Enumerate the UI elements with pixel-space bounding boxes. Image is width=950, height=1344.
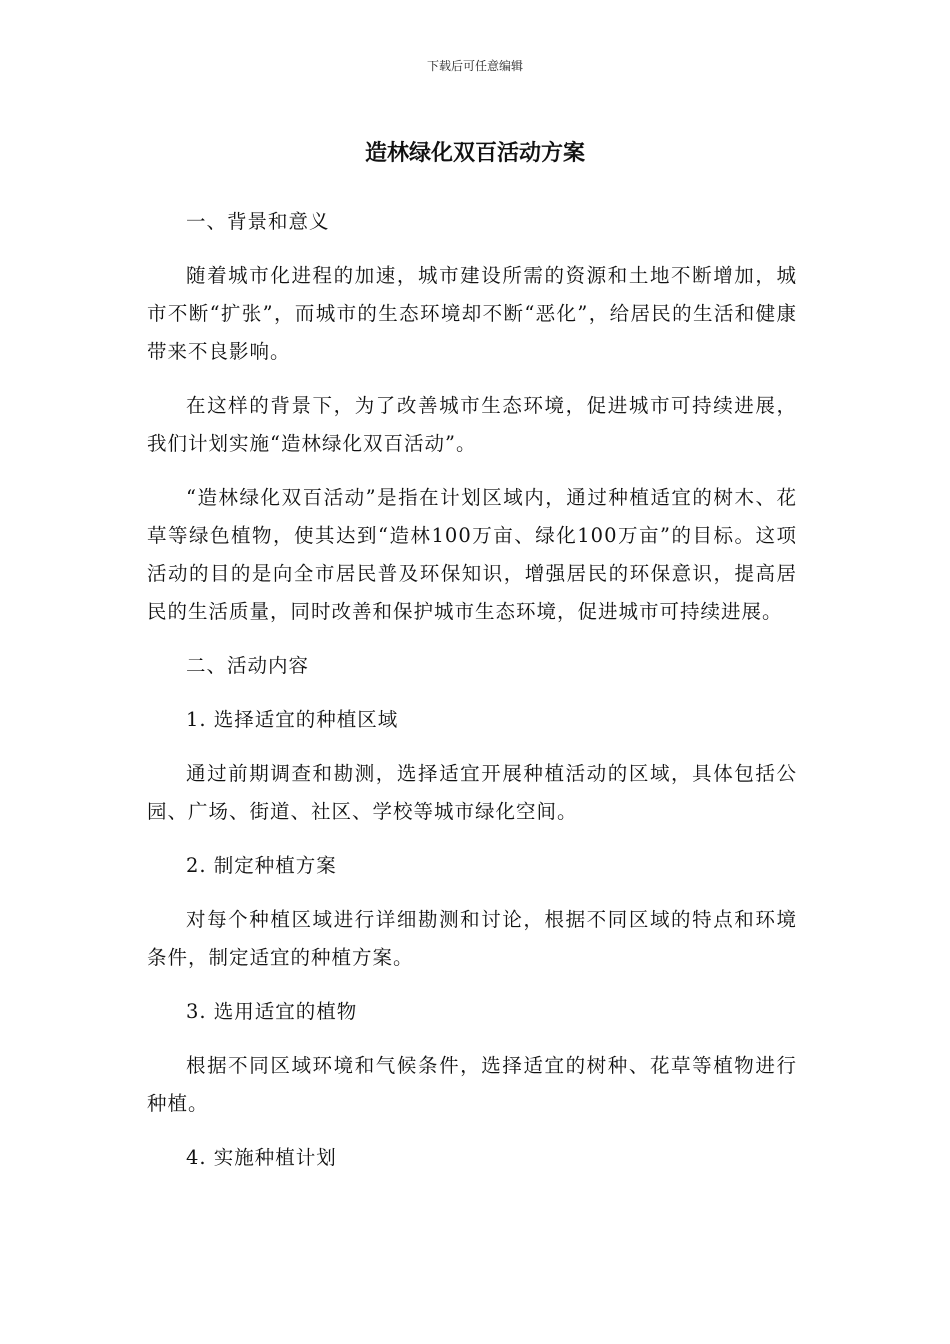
item-heading-3: 3. 选用适宜的植物	[186, 1000, 358, 1023]
paragraph-item-2: 对每个种植区域进行详细勘测和讨论，根据不同区域的特点和环境条件，制定适宜的种植方案。	[147, 908, 797, 969]
item-heading-4: 4. 实施种植计划	[186, 1146, 337, 1169]
section-heading-content: 二、活动内容	[186, 654, 310, 677]
document-body	[147, 203, 797, 1193]
paragraph-activity-definition: “造林绿化双百活动”是指在计划区域内，通过种植适宜的树木、花草等绿色植物，使其达到“造林100万亩、绿化100万亩”的目标。这项活动的目的是向全市居民普及环保知识，增强居民的环保意识，提高居民的生活质量，同时改善和保护城市生态环境，促进城市可持续进展。	[147, 486, 797, 623]
header-note: 下载后可任意编辑	[426, 59, 523, 73]
paragraph-urbanization: 随着城市化进程的加速，城市建设所需的资源和土地不断增加，城市不断“扩张”，而城市的生态环境却不断“恶化”，给居民的生活和健康带来不良影响。	[147, 264, 797, 363]
section-heading-background: 一、背景和意义	[186, 210, 330, 233]
document-title: 造林绿化双百活动方案	[364, 141, 585, 166]
item-heading-1: 1. 选择适宜的种植区域	[186, 708, 399, 731]
paragraph-plan-intro: 在这样的背景下，为了改善城市生态环境，促进城市可持续进展，我们计划实施“造林绿化双百活动”。	[147, 394, 797, 455]
paragraph-item-1: 通过前期调查和勘测，选择适宜开展种植活动的区域，具体包括公园、广场、街道、社区、学校等城市绿化空间。	[147, 762, 797, 823]
item-heading-2: 2. 制定种植方案	[186, 854, 337, 877]
paragraph-item-3: 根据不同区域环境和气候条件，选择适宜的树种、花草等植物进行种植。	[147, 1054, 797, 1115]
